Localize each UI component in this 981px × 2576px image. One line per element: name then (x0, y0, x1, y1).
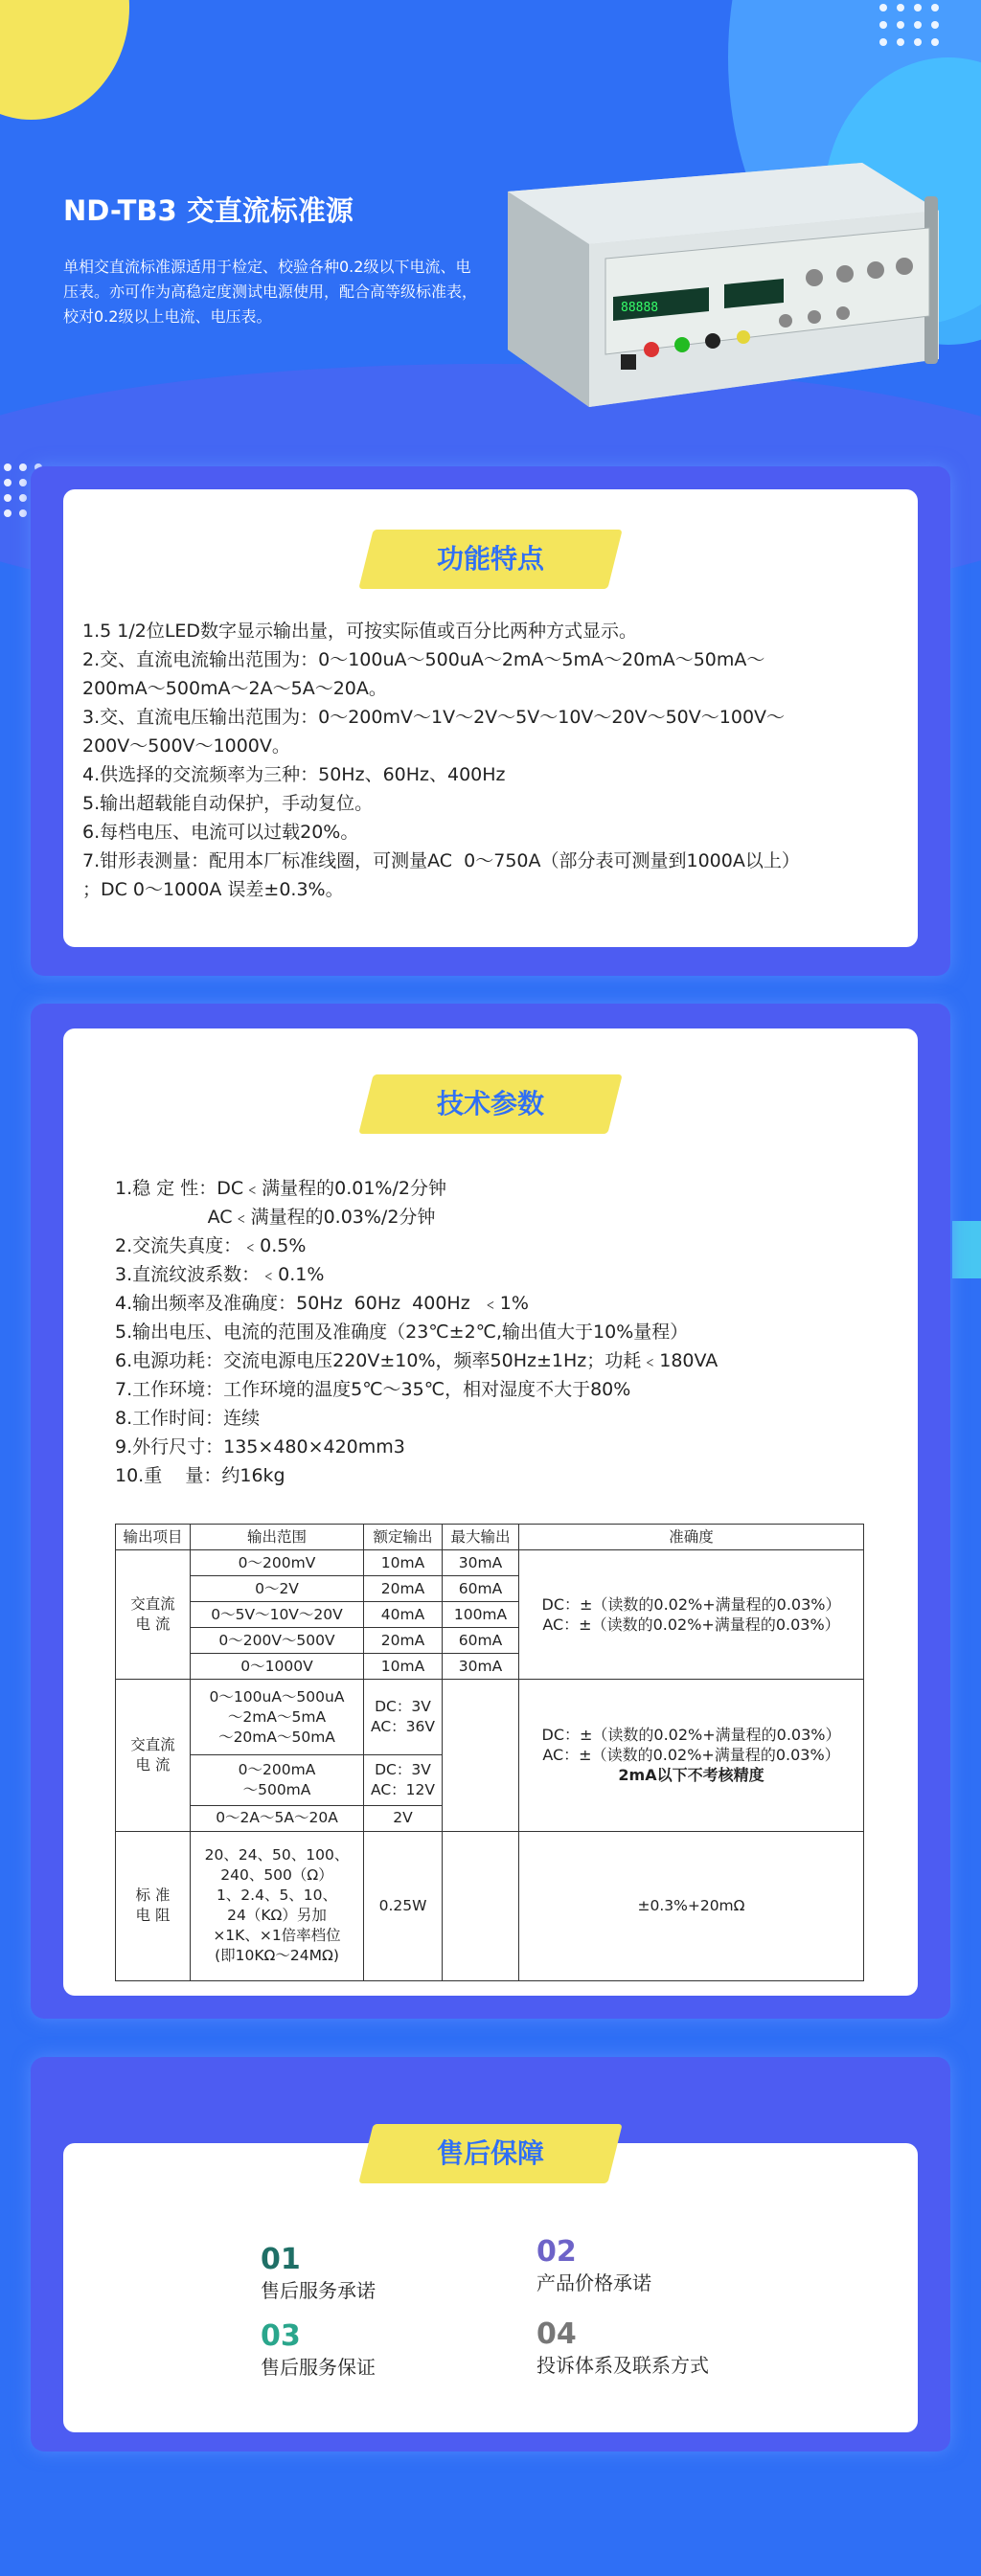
features-card (63, 489, 918, 947)
table-cell-empty (443, 1680, 519, 1832)
table-accuracy-cell (519, 1680, 864, 1832)
specs-line-8: 7.工作环境：工作环境的温度5℃～35℃，相对湿度不大于80% (115, 1379, 631, 1400)
table-cell: ±0.3%+20mΩ (519, 1831, 864, 1980)
service-card (63, 2137, 918, 2432)
specs-heading: 技术参数 (436, 1088, 544, 1119)
specs-line-10: 9.外行尺寸：135×480×420mm3 (115, 1436, 405, 1457)
specs-table (115, 1524, 864, 1981)
features-line-9: 7.钳形表测量：配用本厂标准线圈，可测量AC 0～750A（部分表可测量到1000A以上） (82, 850, 800, 871)
service-number: 02 (536, 2235, 577, 2269)
service-item-1 (261, 2243, 376, 2304)
table-cell: 60mA (443, 1628, 519, 1654)
table-accuracy-cell: DC：±（读数的0.02%+满量程的0.03%） AC：±（读数的0.02%+满量程的0.03%） (519, 1550, 864, 1680)
features-heading-tag (366, 530, 615, 589)
table-row (116, 1550, 864, 1576)
specs-line-9: 8.工作时间：连续 (115, 1408, 261, 1429)
table-cell: 0～5V～10V～20V (191, 1602, 364, 1628)
table-cell: DC：3V AC：12V (364, 1754, 443, 1805)
specs-list (115, 1174, 901, 1490)
accuracy-note: 2mA以下不考核精度 (618, 1766, 764, 1785)
table-header: 输出项目 (116, 1525, 191, 1550)
table-header: 准确度 (519, 1525, 864, 1550)
service-label: 产品价格承诺 (536, 2271, 651, 2294)
service-number: 04 (536, 2317, 577, 2351)
table-group-label: 交直流 电 流 (116, 1680, 191, 1832)
features-line-10: ；DC 0～1000A 误差±0.3%。 (82, 879, 344, 900)
table-cell: 0～200mV (191, 1550, 364, 1576)
product-title: ND-TB3 交直流标准源 (63, 194, 354, 227)
table-cell: 0～2V (191, 1576, 364, 1602)
table-cell: 0～200V～500V (191, 1628, 364, 1654)
features-line-5: 200V～500V～1000V。 (82, 735, 290, 757)
table-cell: 0～100uA～500uA ～2mA～5mA ～20mA～50mA (191, 1680, 364, 1755)
features-line-8: 6.每档电压、电流可以过载20%。 (82, 822, 359, 843)
specs-card (63, 1028, 918, 1996)
table-cell: 2V (364, 1805, 443, 1831)
specs-line-7: 6.电源功耗：交流电源电压220V±10%，频率50Hz±1Hz；功耗﹤180VA (115, 1350, 719, 1371)
service-item-4 (536, 2317, 709, 2379)
service-label: 售后服务保证 (261, 2356, 376, 2379)
service-number: 03 (261, 2319, 301, 2353)
table-header: 输出范围 (191, 1525, 364, 1550)
service-panel (31, 2057, 950, 2452)
accuracy-text: DC：±（读数的0.02%+满量程的0.03%） AC：±（读数的0.02%+满量程的0.03%） (541, 1726, 841, 1765)
table-row (116, 1831, 864, 1980)
specs-line-1: 1.稳 定 性：DC﹤满量程的0.01%/2分钟 (115, 1178, 446, 1199)
features-line-6: 4.供选择的交流频率为三种：50Hz、60Hz、400Hz (82, 764, 506, 785)
table-cell: 30mA (443, 1654, 519, 1680)
table-header: 最大输出 (443, 1525, 519, 1550)
table-cell-empty (443, 1831, 519, 1980)
specs-line-5: 4.输出频率及准确度：50Hz 60Hz 400Hz ﹤1% (115, 1293, 529, 1314)
svg-text:88888: 88888 (621, 301, 659, 315)
table-header: 额定输出 (364, 1525, 443, 1550)
product-description: 单相交直流标准源适用于检定、校验各种0.2级以下电流、电压表。亦可作为高稳定度测试电源使用，配合高等级标准表，校对0.2级以上电流、电压表。 (63, 258, 478, 326)
service-item-3 (261, 2319, 376, 2381)
features-panel (31, 466, 950, 976)
table-header-row (116, 1525, 864, 1550)
table-cell: 30mA (443, 1550, 519, 1576)
table-cell: 10mA (364, 1654, 443, 1680)
features-heading: 功能特点 (436, 543, 544, 575)
service-item-2 (536, 2235, 651, 2296)
table-group-label: 标 准 电 阻 (116, 1831, 191, 1980)
table-cell: 40mA (364, 1602, 443, 1628)
table-cell: DC：3V AC：36V (364, 1680, 443, 1755)
features-line-2: 2.交、直流电流输出范围为：0～100uA～500uA～2mA～5mA～20mA～50mA～ (82, 649, 765, 670)
table-cell: 20、24、50、100、 240、500（Ω） 1、2.4、5、10、 24（KΩ）另加 ×1K、×1倍率档位 (即10KΩ～24MΩ) (191, 1831, 364, 1980)
table-cell: 20mA (364, 1628, 443, 1654)
table-cell: 60mA (443, 1576, 519, 1602)
specs-panel (31, 1004, 950, 2019)
table-cell: 0.25W (364, 1831, 443, 1980)
table-cell: 10mA (364, 1550, 443, 1576)
table-cell: 20mA (364, 1576, 443, 1602)
features-line-7: 5.输出超载能自动保护，手动复位。 (82, 793, 374, 814)
service-heading: 售后保障 (436, 2137, 544, 2169)
service-label: 售后服务承诺 (261, 2279, 376, 2302)
service-heading-tag (366, 2124, 615, 2183)
features-line-4: 3.交、直流电压输出范围为：0～200mV～1V～2V～5V～10V～20V～50V～100V～ (82, 707, 786, 728)
specs-line-4: 3.直流纹波系数：﹤0.1% (115, 1264, 325, 1285)
cyan-stripe-decoration (952, 1221, 981, 1278)
hero-section (0, 0, 981, 460)
specs-line-2: AC﹤满量程的0.03%/2分钟 (115, 1207, 436, 1228)
specs-line-3: 2.交流失真度：﹤0.5% (115, 1235, 307, 1256)
specs-line-11: 10.重 量：约16kg (115, 1465, 285, 1486)
table-group-label: 交直流 电 流 (116, 1550, 191, 1680)
features-list (82, 617, 906, 904)
specs-heading-tag (366, 1074, 615, 1134)
service-label: 投诉体系及联系方式 (536, 2354, 709, 2377)
table-cell: 100mA (443, 1602, 519, 1628)
features-line-3: 200mA～500mA～2A～5A～20A。 (82, 678, 387, 699)
device-image (498, 153, 948, 412)
features-line-1: 1.5 1/2位LED数字显示输出量，可按实际值或百分比两种方式显示。 (82, 621, 638, 642)
table-row (116, 1680, 864, 1755)
specs-line-6: 5.输出电压、电流的范围及准确度（23℃±2℃,输出值大于10%量程） (115, 1322, 689, 1343)
table-cell: 0～2A～5A～20A (191, 1805, 364, 1831)
table-cell: 0～1000V (191, 1654, 364, 1680)
service-number: 01 (261, 2243, 301, 2276)
table-cell: 0～200mA ～500mA (191, 1754, 364, 1805)
